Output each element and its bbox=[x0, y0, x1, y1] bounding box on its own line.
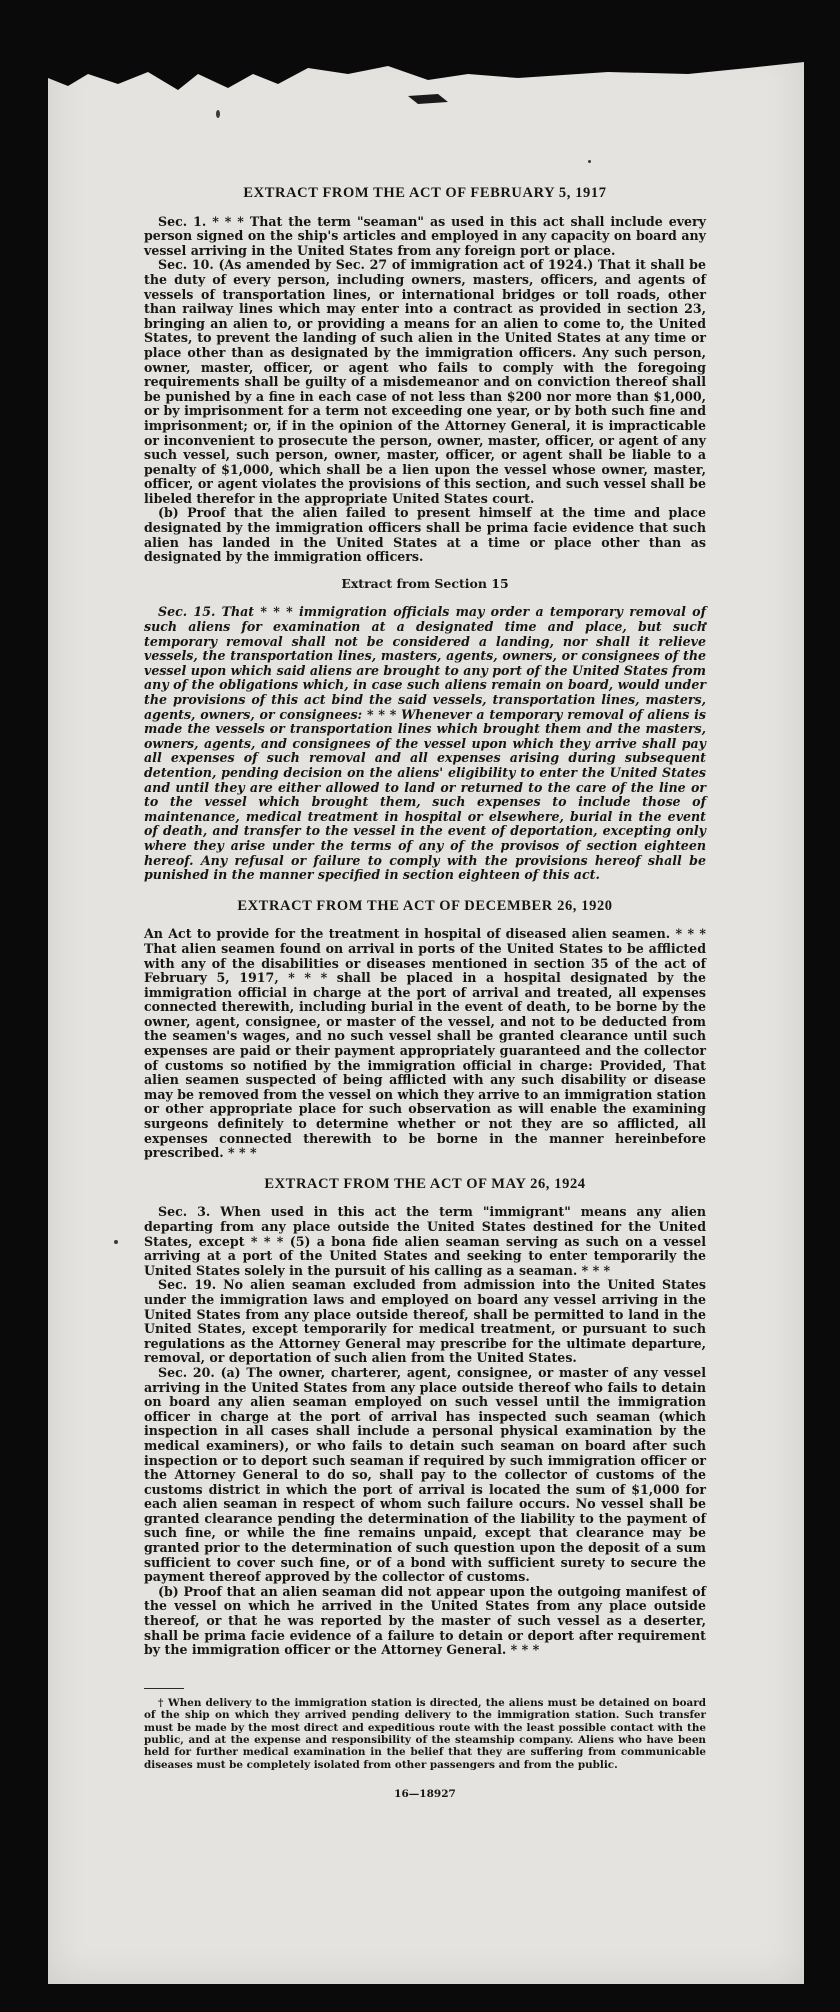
document-body bbox=[144, 182, 706, 1802]
sec-20a-paragraph: Sec. 20. (a) The owner, charterer, agent, consignee, or master of any vessel arriving in the United States from any place outside thereof who fails to detain on board any alien seaman employed on such vessel until the immigration officer in charge at the port of arrival has inspected such seaman (which inspection in all cases shall include a personal physical examination by the medical examiners), or who fails to detain such seaman on board after such inspection or to deport such seaman if required by such immigration officer or the Attorney General to do so, shall pay to the collector of customs of the customs district in which the port of arrival is located the sum of $1,000 for each alien seaman in respect of whom such failure occurs. No vessel shall be granted clearance pending the determination of the liability to the payment of such fine, or while the fine remains unpaid, except that clearance may be granted prior to the determination of such question upon the deposit of a sum sufficient to cover such fine, or of a bond with sufficient surety to secure the payment thereof approved by the collector of customs. bbox=[144, 1364, 706, 1585]
sec-1-paragraph: Sec. 1. * * * That the term "seaman" as used in this act shall include every person signed on the ship's articles and employed in any capacity on board any vessel arriving in the United States from any foreign port or place. bbox=[144, 213, 706, 258]
document-page bbox=[48, 44, 804, 1984]
subheading-section-15: Extract from Section 15 bbox=[341, 575, 509, 591]
sec-15-paragraph: Sec. 15. That * * * immigration officials may order a temporary removal of such aliens for examination at a designated time and place, but such temporary removal shall not be considered a landing, nor shall it relieve vessels, the transportation lines, masters, agents, owners, or consignees of the vessel upon which said aliens are brought to any port of the United States from any of the obligations which, in case such aliens remain on board, would under the provisions of this act bind the said vessels, transportation lines, masters, agents, owners, or consignees: * * * Whenever a temporary removal of aliens is made the vessels or transportation lines which brought them and the masters, owners, agents, and consignees of the vessel upon which they arrive shall pay all expenses of such removal and all expenses arising during subsequent detention, pending decision on the aliens' eligibility to enter the United States and until they are either allowed to land or returned to the care of the line or to the vessel which brought them, such expenses to include those of maintenance, medical treatment in hospital or elsewhere, burial in the event of death, and transfer to the vessel in the event of deportation, excepting only where they arise under the terms of any of the provisos of section eighteen hereof. Any refusal or failure to comply with the provisions hereof shall be punished in the manner specified in section eighteen of this act. bbox=[144, 604, 706, 883]
sec-10b-paragraph: (b) Proof that the alien failed to present himself at the time and place designated by the immigration officers shall be prima facie evidence that such alien has landed in the United States at a time or place other than as designated by the immigration officers. bbox=[144, 505, 706, 565]
torn-edge bbox=[48, 44, 804, 104]
sec-20b-paragraph: (b) Proof that an alien seaman did not appear upon the outgoing manifest of the vessel on which he arrived in the United States from any place outside thereof, or that he was reported by the master of such vessel as a deserter, shall be prima facie evidence of a failure to detain or deport after requirement by the immigration officer or the Attorney General. * * * bbox=[144, 1583, 706, 1658]
sec-3-paragraph: Sec. 3. When used in this act the term "immigrant" means any alien departing from any place outside the United States destined for the United States, except * * * (5) a bona fide alien seaman serving as such on a vessel arriving at a port of the United States and seeking to enter temporarily the United States solely in the pursuit of his calling as a seaman. * * * bbox=[144, 1204, 706, 1278]
sec-10-paragraph: Sec. 10. (As amended by Sec. 27 of immigration act of 1924.) That it shall be the duty of every person, including owners, masters, officers, and agents of vessels of transportation lines, or international bridges or toll roads, other than railway lines which may enter into a contract as provided in section 23, bringing an alien to, or providing a means for an alien to come to, the United States, to prevent the landing of such alien in the United States at any time or place other than as designated by the immigration officers. Any such person, owner, master, officer, or agent who fails to comply with the foregoing requirements shall be guilty of a misdemeanor and on conviction thereof shall be punished by a fine in each case of not less than $200 nor more than $1,000, or by imprisonment for a term not exceeding one year, or by both such fine and imprisonment; or, if in the opinion of the Attorney General, it is impracticable or inconvenient to prosecute the person, owner, master, officer, or agent of any such vessel, such person, owner, master, officer, or agent shall be liable to a penalty of $1,000, which shall be a lien upon the vessel whose owner, master, officer, or agent violates the provisions of this section, and such vessel shall be libeled therefor in the appropriate United States court. bbox=[144, 257, 706, 506]
form-number: 16—18927 bbox=[394, 1788, 456, 1801]
footnote: † When delivery to the immigration station is directed, the aliens must be detained on board of the ship on which they arrived pending delivery to the immigration station. Such transfer must be made by the most direct and expeditious route with the least possible contact with the public, and at the expense and responsibility of the steamship company. Aliens who have been held for further medical examination in the belief that they are suffering from communicable diseases must be completely isolated from other passengers and from the public. bbox=[144, 1696, 706, 1771]
speck bbox=[588, 160, 591, 163]
sec-19-paragraph: Sec. 19. No alien seaman excluded from admission into the United States under the immigration laws and employed on board any vessel arriving in the United States from any place outside thereof, shall be permitted to land in the United States, except temporarily for medical treatment, or pursuant to such regulations as the Attorney General may prescribe for the ultimate departure, removal, or deportation of such alien from the United States. bbox=[144, 1277, 706, 1366]
heading-act-1917: EXTRACT FROM THE ACT OF FEBRUARY 5, 1917 bbox=[243, 185, 607, 201]
speck bbox=[216, 110, 220, 118]
heading-act-1924: EXTRACT FROM THE ACT OF MAY 26, 1924 bbox=[264, 1175, 586, 1192]
act-1920-paragraph: An Act to provide for the treatment in hospital of diseased alien seamen. * * * That alien seamen found on arrival in ports of the United States to be afflicted with any of the disabilities or diseases mentioned in section 35 of the act of February 5, 1917, * * * shall be placed in a hospital designated by the immigration official in charge at the port of arrival and treated, all expenses connected therewith, including burial in the event of death, to be borne by the owner, agent, consignee, or master of the vessel, and not to be deducted from the seamen's wages, and no such vessel shall be granted clearance until such expenses are paid or their payment appropriately guaranteed and the collector of customs so notified by the immigration official in charge: Provided, That alien seamen suspected of being afflicted with any such disability or disease may be removed from the vessel on which they arrive to an immigration station or other appropriate place for such observation as will enable the examining surgeons definitely to determine whether or not they are so afflicted, all expenses connected therewith to be borne in the manner hereinbefore prescribed. * * * bbox=[144, 926, 706, 1161]
speck bbox=[114, 1240, 118, 1244]
footnote-rule bbox=[144, 1688, 184, 1689]
heading-act-1920: EXTRACT FROM THE ACT OF DECEMBER 26, 1920 bbox=[237, 897, 613, 914]
